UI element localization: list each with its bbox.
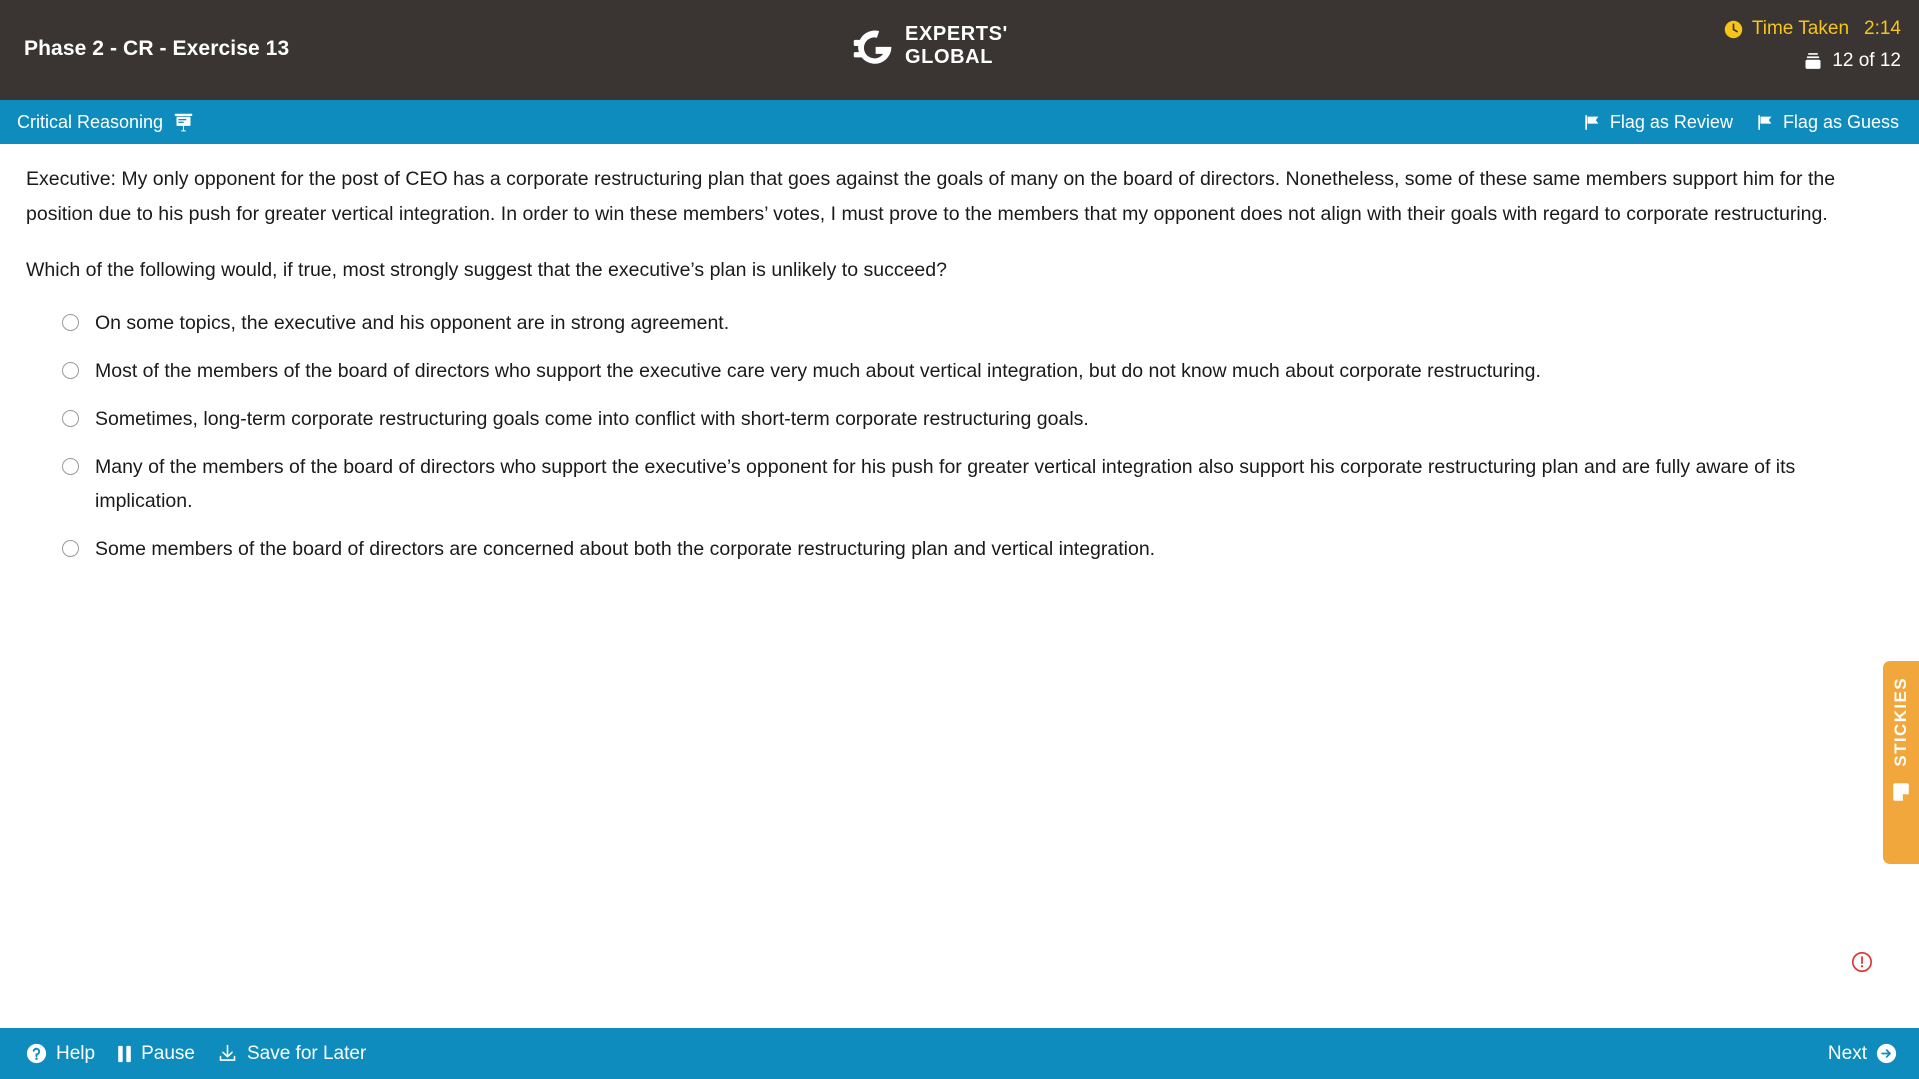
section-bar <box>0 100 1919 144</box>
logo-text-line1: EXPERTS' <box>905 23 1008 45</box>
stickies-tab[interactable] <box>1883 661 1919 864</box>
answer-choice-label: Many of the members of the board of directors who support the executive’s opponent for his push for greater vertical integration also support his corporate restructuring plan and are fully aware of its implication. <box>95 455 1796 512</box>
time-taken-label: Time Taken <box>1751 18 1850 39</box>
question-counter-text: 12 of 12 <box>1832 50 1901 71</box>
footer-bar <box>0 1028 1919 1079</box>
answer-choice-list <box>26 306 1893 566</box>
page-title: Phase 2 - CR - Exercise 13 <box>24 37 290 60</box>
question-counter <box>1803 50 1901 72</box>
pause-button[interactable] <box>117 1043 195 1065</box>
footer-left-actions <box>26 1028 366 1079</box>
radio-button[interactable] <box>62 314 79 331</box>
logo-text-line2: GLOBAL <box>905 46 994 68</box>
flag-icon <box>1757 115 1774 130</box>
flag-as-guess-label: Flag as Guess <box>1782 111 1899 132</box>
sticky-note-icon <box>1890 767 1912 803</box>
answer-choice-1[interactable] <box>26 306 1893 340</box>
flag-actions <box>1584 100 1899 144</box>
top-header-bar <box>0 0 1919 100</box>
time-taken-display <box>1724 18 1901 40</box>
presentation-board-icon[interactable] <box>173 112 194 133</box>
question-circle-icon <box>26 1043 47 1064</box>
flag-as-guess-button[interactable] <box>1757 112 1899 133</box>
pause-icon <box>117 1045 132 1063</box>
clock-icon <box>1724 20 1743 39</box>
stickies-label: STICKIES <box>1891 677 1910 767</box>
answer-choice-4[interactable] <box>26 450 1893 518</box>
pause-label: Pause <box>141 1042 195 1064</box>
radio-button[interactable] <box>62 458 79 475</box>
answer-choice-label: Most of the members of the board of directors who support the executive care very much about vertical integration, but do not know much about corporate restructuring. <box>95 359 1541 382</box>
radio-button[interactable] <box>62 540 79 557</box>
answer-choice-label: Sometimes, long-term corporate restructuring goals come into conflict with short-term corporate restructuring goals. <box>95 407 1089 430</box>
save-for-later-label: Save for Later <box>246 1042 367 1064</box>
flag-as-review-button[interactable] <box>1584 112 1733 133</box>
help-label: Help <box>56 1042 96 1064</box>
question-stem: Which of the following would, if true, most strongly suggest that the executive’s plan is unlikely to succeed? <box>26 259 947 281</box>
alert-exclamation-icon[interactable] <box>1851 951 1873 973</box>
answer-choice-3[interactable] <box>26 402 1893 436</box>
next-button[interactable] <box>1828 1043 1897 1065</box>
section-label-group <box>17 100 194 144</box>
time-taken-value: 2:14 <box>1864 18 1901 39</box>
help-button[interactable] <box>26 1043 95 1065</box>
footer-right-actions <box>1828 1028 1897 1079</box>
answer-choice-label: Some members of the board of directors are concerned about both the corporate restructuring plan and vertical integration. <box>95 537 1156 560</box>
question-area <box>0 144 1919 1028</box>
experts-global-g-mark-icon <box>852 25 894 67</box>
answer-choice-5[interactable] <box>26 532 1893 566</box>
flag-icon <box>1584 115 1601 130</box>
download-icon <box>217 1043 238 1064</box>
question-stack-icon <box>1803 51 1823 71</box>
answer-choice-2[interactable] <box>26 354 1893 388</box>
flag-as-review-label: Flag as Review <box>1609 111 1733 132</box>
section-title: Critical Reasoning <box>17 111 164 132</box>
arrow-right-circle-icon <box>1876 1043 1897 1064</box>
next-label: Next <box>1827 1042 1867 1064</box>
question-passage: Executive: My only opponent for the post of CEO has a corporate restructuring plan that goes against the goals of many on the board of directors. Nonetheless, some of these same members support him for the position due to his push for greater vertical integration. In order to win these members’ votes, I must prove to the members that my opponent does not align with their goals with regard to corporate restructuring. <box>26 168 1836 225</box>
radio-button[interactable] <box>62 362 79 379</box>
radio-button[interactable] <box>62 410 79 427</box>
save-for-later-button[interactable] <box>217 1043 366 1065</box>
answer-choice-label: On some topics, the executive and his opponent are in strong agreement. <box>95 311 730 334</box>
brand-logo <box>852 24 1008 67</box>
